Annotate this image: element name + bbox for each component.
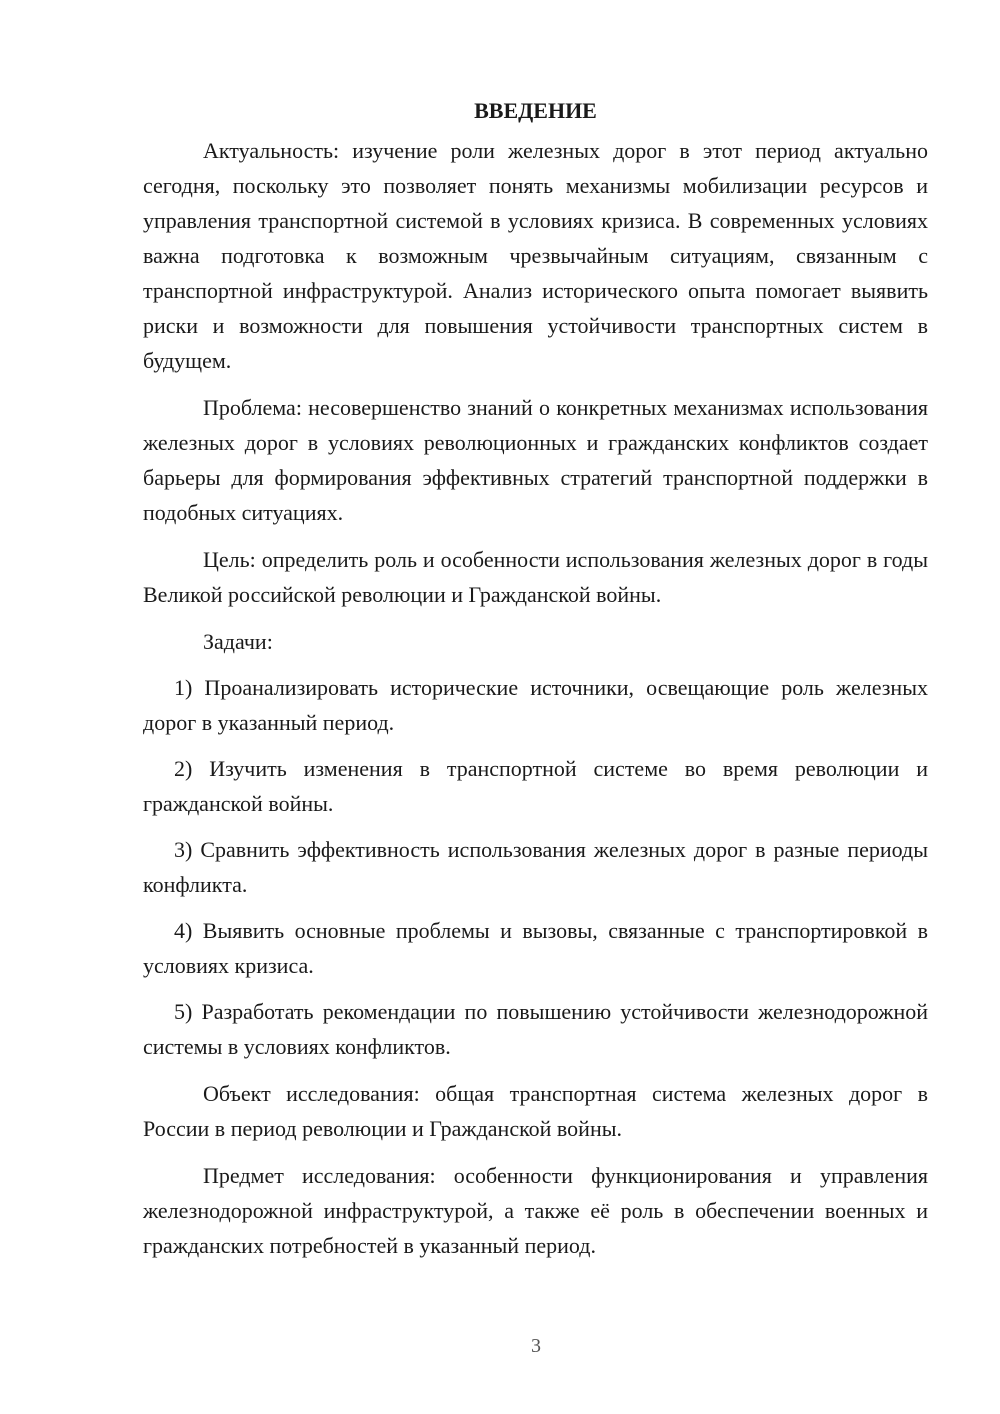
task-item-4: 4) Выявить основные проблемы и вызовы, связанные с транспортировкой в условиях кризиса. — [143, 918, 928, 978]
problem-paragraph: Проблема: несовершенство знаний о конкретных механизмах использования железных дорог в условиях революционных и гражданских конфликтов создает барьеры для формирования эффективных стратегий транспортной поддержки в подобных ситуациях. — [143, 395, 928, 525]
task-item-5: 5) Разработать рекомендации по повышению устойчивости железнодорожной системы в условиях конфликтов. — [143, 999, 928, 1059]
page-title: ВВЕДЕНИЕ — [474, 98, 597, 123]
document-page — [143, 94, 928, 1263]
object-paragraph: Объект исследования: общая транспортная система железных дорог в России в период революции и Гражданской войны. — [143, 1081, 928, 1141]
task-item-1: 1) Проанализировать исторические источники, освещающие роль железных дорог в указанный период. — [143, 675, 928, 735]
page-number: 3 — [531, 1335, 541, 1357]
relevance-paragraph: Актуальность: изучение роли железных дорог в этот период актуально сегодня, поскольку это позволяет понять механизмы мобилизации ресурсов и управления транспортной системой в условиях кризиса. В современных условиях важна подготовка к возможным чрезвычайным ситуациям, связанным с транспортной инфраструктурой. Анализ исторического опыта помогает выявить риски и возможности для повышения устойчивости транспортных систем в будущем. — [143, 138, 928, 373]
goal-paragraph: Цель: определить роль и особенности использования железных дорог в годы Великой российской революции и Гражданской войны. — [143, 547, 928, 607]
task-item-3: 3) Сравнить эффективность использования железных дорог в разные периоды конфликта. — [143, 837, 928, 897]
subject-paragraph: Предмет исследования: особенности функционирования и управления железнодорожной инфраструктурой, а также её роль в обеспечении военных и гражданских потребностей в указанный период. — [143, 1163, 928, 1258]
task-item-2: 2) Изучить изменения в транспортной системе во время революции и гражданской войны. — [143, 756, 928, 816]
tasks-heading: Задачи: — [203, 629, 273, 654]
